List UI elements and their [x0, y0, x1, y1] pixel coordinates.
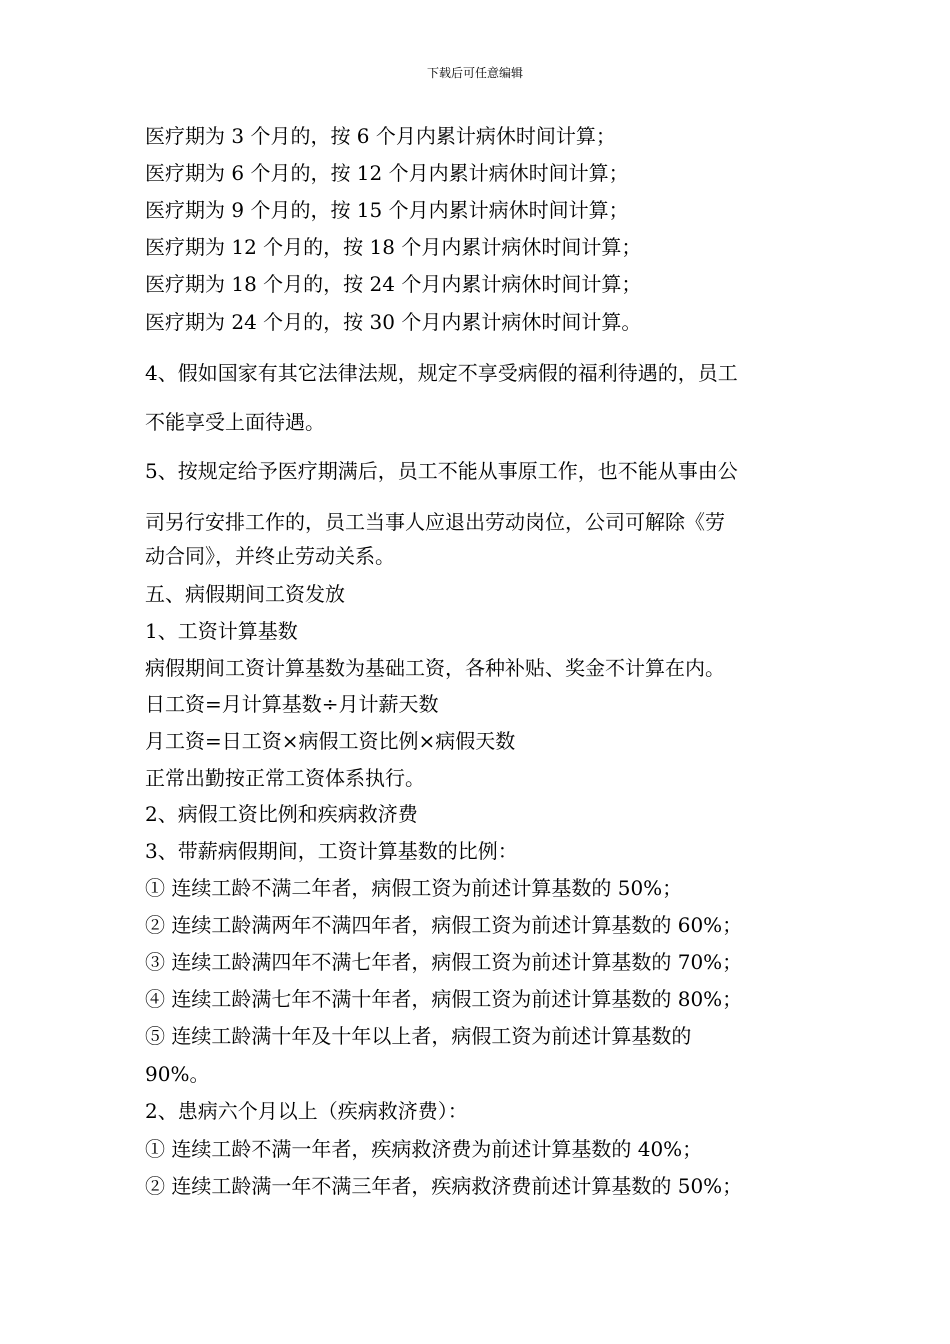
- text-line: 医疗期为 6 个月的，按 12 个月内累计病休时间计算；: [145, 161, 629, 185]
- text-line: 正常出勤按正常工资体系执行。: [145, 766, 425, 790]
- formula-line: 日工资=月计算基数÷月计薪天数: [145, 692, 439, 716]
- text-line: 医疗期为 9 个月的，按 15 个月内累计病休时间计算；: [145, 198, 629, 222]
- text-line: 医疗期为 3 个月的，按 6 个月内累计病休时间计算；: [145, 124, 616, 148]
- paragraph-4-line-2: 不能享受上面待遇。: [145, 410, 325, 434]
- list-item: ③ 连续工龄满四年不满七年者，病假工资为前述计算基数的 70%；: [145, 950, 743, 974]
- text-line: 病假期间工资计算基数为基础工资，各种补贴、奖金不计算在内。: [145, 656, 725, 680]
- page-header: 下载后可任意编辑: [426, 66, 523, 80]
- subsection-heading: 2、患病六个月以上（疾病救济费）：: [145, 1099, 468, 1123]
- list-item: ④ 连续工龄满七年不满十年者，病假工资为前述计算基数的 80%；: [145, 987, 743, 1011]
- list-item: ② 连续工龄满一年不满三年者，疾病救济费前述计算基数的 50%；: [145, 1174, 743, 1198]
- section-heading: 五、病假期间工资发放: [145, 582, 345, 606]
- list-item: ② 连续工龄满两年不满四年者，病假工资为前述计算基数的 60%；: [145, 913, 743, 937]
- subsection-heading: 2、病假工资比例和疾病救济费: [145, 802, 418, 826]
- list-item: ① 连续工龄不满一年者，疾病救济费为前述计算基数的 40%；: [145, 1137, 703, 1161]
- formula-line: 月工资=日工资×病假工资比例×病假天数: [145, 729, 516, 753]
- list-item: ① 连续工龄不满二年者，病假工资为前述计算基数的 50%；: [145, 876, 683, 900]
- subsection-heading: 3、带薪病假期间，工资计算基数的比例：: [145, 839, 518, 863]
- paragraph-5-line-1: 5、按规定给予医疗期满后，员工不能从事原工作，也不能从事由公: [145, 459, 738, 483]
- text-line: 医疗期为 24 个月的，按 30 个月内累计病休时间计算。: [145, 310, 642, 334]
- text-line: 医疗期为 12 个月的，按 18 个月内累计病休时间计算；: [145, 235, 642, 259]
- text-line: 医疗期为 18 个月的，按 24 个月内累计病休时间计算；: [145, 272, 642, 296]
- list-item: ⑤ 连续工龄满十年及十年以上者，病假工资为前述计算基数的: [145, 1024, 692, 1048]
- list-item-continuation: 90%。: [145, 1062, 210, 1086]
- paragraph-4-line-1: 4、假如国家有其它法律法规，规定不享受病假的福利待遇的，员工: [145, 361, 738, 385]
- paragraph-5-line-3: 动合同》，并终止劳动关系。: [145, 544, 395, 568]
- paragraph-5-line-2: 司另行安排工作的，员工当事人应退出劳动岗位，公司可解除《劳: [145, 510, 725, 534]
- subsection-heading: 1、工资计算基数: [145, 619, 298, 643]
